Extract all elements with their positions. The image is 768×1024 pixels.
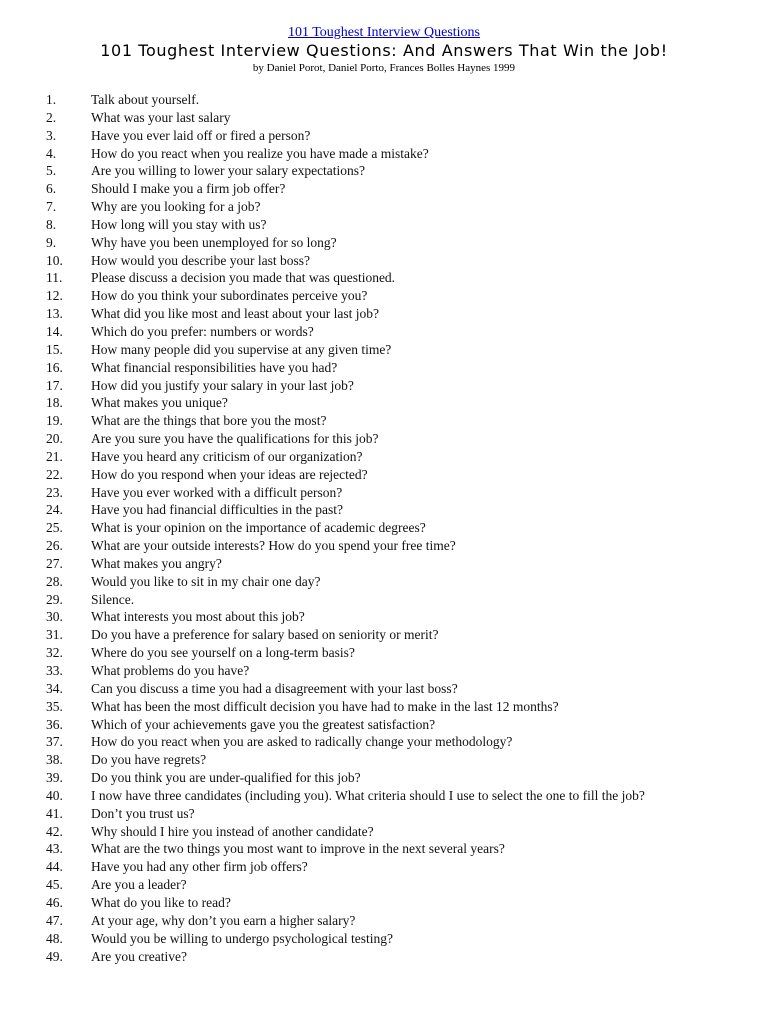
question-text: What did you like most and least about your last job?: [91, 306, 379, 322]
question-number: 36.: [46, 716, 63, 732]
title-link[interactable]: 101 Toughest Interview Questions: [287, 25, 480, 40]
question-item: [0, 394, 768, 412]
question-item: [0, 555, 768, 573]
question-number: 40.: [46, 787, 63, 803]
question-item: [0, 448, 768, 466]
question-item: [0, 805, 768, 823]
question-number: 31.: [46, 627, 63, 643]
question-number: 27.: [46, 555, 63, 571]
question-item: [0, 323, 768, 341]
question-text: Why are you looking for a job?: [91, 199, 261, 215]
question-number: 24.: [46, 502, 63, 518]
question-text: What is your opinion on the importance of academic degrees?: [91, 520, 426, 536]
question-number: 5.: [46, 163, 57, 179]
question-text: What makes you angry?: [91, 555, 222, 571]
question-item: [0, 591, 768, 609]
question-item: [0, 252, 768, 270]
question-number: 34.: [46, 680, 63, 696]
question-item: [0, 716, 768, 734]
question-list: [0, 91, 768, 965]
question-item: [0, 680, 768, 698]
question-number: 11.: [46, 270, 63, 286]
question-number: 18.: [46, 395, 63, 411]
question-number: 38.: [46, 752, 63, 768]
question-text: Do you have regrets?: [91, 752, 207, 768]
question-number: 6.: [46, 181, 57, 197]
question-text: Should I make you a firm job offer?: [91, 181, 286, 197]
question-text: Silence.: [91, 591, 135, 607]
question-number: 3.: [46, 127, 57, 143]
question-text: Don’t you trust us?: [91, 805, 195, 821]
question-number: 20.: [46, 431, 63, 447]
question-item: [0, 269, 768, 287]
question-text: Why should I hire you instead of another candidate?: [91, 823, 374, 839]
question-number: 4.: [46, 145, 57, 161]
question-number: 29.: [46, 591, 63, 607]
question-item: [0, 180, 768, 198]
question-text: Are you sure you have the qualifications for this job?: [91, 431, 379, 447]
question-number: 43.: [46, 841, 63, 857]
question-text: How long will you stay with us?: [91, 216, 267, 232]
question-item: [0, 537, 768, 555]
question-text: What makes you unique?: [91, 395, 228, 411]
question-text: Do you think you are under-qualified for this job?: [91, 770, 361, 786]
question-text: Where do you see yourself on a long-term basis?: [91, 645, 355, 661]
question-item: [0, 644, 768, 662]
question-item: [0, 769, 768, 787]
question-number: 45.: [46, 877, 63, 893]
question-item: [0, 145, 768, 163]
question-text: Talk about yourself.: [91, 92, 200, 107]
question-item: [0, 876, 768, 894]
question-text: What are the two things you most want to improve in the next several years?: [91, 841, 505, 857]
question-number: 23.: [46, 484, 63, 500]
question-item: [0, 573, 768, 591]
question-text: Can you discuss a time you had a disagreement with your last boss?: [91, 680, 458, 696]
question-item: [0, 823, 768, 841]
question-item: [0, 840, 768, 858]
question-item: [0, 412, 768, 430]
question-item: [0, 894, 768, 912]
question-text: What interests you most about this job?: [91, 609, 305, 625]
question-item: [0, 751, 768, 769]
question-text: Would you like to sit in my chair one day?: [91, 573, 321, 589]
question-text: Which of your achievements gave you the greatest satisfaction?: [91, 716, 436, 732]
question-text: Would you be willing to undergo psychological testing?: [91, 930, 393, 946]
question-item: [0, 787, 768, 805]
question-text: Please discuss a decision you made that was questioned.: [91, 270, 396, 286]
question-number: 15.: [46, 341, 63, 357]
question-text: Are you willing to lower your salary expectations?: [91, 163, 366, 179]
question-number: 42.: [46, 823, 63, 839]
question-text: Have you heard any criticism of our organization?: [91, 448, 363, 464]
question-item: [0, 626, 768, 644]
question-text: How would you describe your last boss?: [91, 252, 310, 268]
question-item: [0, 948, 768, 966]
question-number: 47.: [46, 912, 63, 928]
question-text: What financial responsibilities have you had?: [91, 359, 338, 375]
question-number: 17.: [46, 377, 63, 393]
question-number: 37.: [46, 734, 63, 750]
question-number: 30.: [46, 609, 63, 625]
question-number: 28.: [46, 573, 63, 589]
question-number: 9.: [46, 234, 57, 250]
question-item: [0, 234, 768, 252]
question-item: [0, 608, 768, 626]
question-text: What problems do you have?: [91, 663, 250, 678]
question-number: 39.: [46, 770, 63, 786]
question-number: 8.: [46, 216, 57, 232]
question-item: [0, 287, 768, 305]
question-number: 12.: [46, 288, 63, 304]
question-number: 21.: [46, 448, 63, 464]
question-item: [0, 501, 768, 519]
question-text: Are you a leader?: [91, 877, 187, 893]
question-text: What was your last salary: [91, 109, 231, 125]
question-item: [0, 305, 768, 323]
question-item: [0, 127, 768, 145]
question-text: What are your outside interests? How do you spend your free time?: [91, 538, 456, 554]
question-text: Why have you been unemployed for so long?: [91, 234, 337, 250]
question-text: How do you react when you realize you have made a mistake?: [91, 145, 429, 161]
question-number: 25.: [46, 520, 63, 536]
question-item: [0, 662, 768, 680]
question-text: What are the things that bore you the most?: [91, 413, 327, 429]
question-number: 10.: [46, 252, 63, 268]
question-item: [0, 912, 768, 930]
question-text: What has been the most difficult decision you have had to make in the last 12 months?: [91, 698, 559, 714]
question-text: Have you had financial difficulties in the past?: [91, 502, 344, 518]
page-title: 101 Toughest Interview Questions: And Answers That Win the Job!: [100, 41, 668, 60]
question-item: [0, 216, 768, 234]
question-text: How do you react when you are asked to radically change your methodology?: [91, 734, 513, 750]
question-text: What do you like to read?: [91, 894, 231, 910]
question-number: 32.: [46, 645, 63, 661]
question-text: How do you think your subordinates perceive you?: [91, 288, 368, 304]
question-number: 19.: [46, 413, 63, 429]
question-number: 13.: [46, 306, 63, 322]
question-number: 16.: [46, 359, 63, 375]
question-number: 7.: [46, 199, 57, 215]
question-item: [0, 519, 768, 537]
question-text: Have you ever worked with a difficult person?: [91, 484, 343, 500]
question-number: 41.: [46, 805, 63, 821]
question-item: [0, 430, 768, 448]
question-text: Are you creative?: [91, 948, 187, 964]
question-text: Have you ever laid off or fired a person?: [91, 127, 311, 143]
question-item: [0, 733, 768, 751]
question-text: At your age, why don’t you earn a higher salary?: [91, 912, 356, 928]
question-text: I now have three candidates (including you). What criteria should I use to select the one to fill the job?: [91, 787, 645, 803]
question-item: [0, 377, 768, 395]
question-item: [0, 341, 768, 359]
question-item: [0, 930, 768, 948]
author-byline: by Daniel Porot, Daniel Porto, Frances Bolles Haynes 1999: [252, 62, 516, 74]
question-text: Which do you prefer: numbers or words?: [91, 323, 314, 339]
question-text: Have you had any other firm job offers?: [91, 859, 308, 875]
question-item: [0, 91, 768, 109]
question-number: 44.: [46, 859, 63, 875]
question-number: 26.: [46, 538, 63, 554]
question-number: 14.: [46, 323, 63, 339]
question-text: Do you have a preference for salary based on seniority or merit?: [91, 627, 439, 643]
question-number: 46.: [46, 894, 63, 910]
question-text: How do you respond when your ideas are rejected?: [91, 466, 368, 482]
question-text: How many people did you supervise at any given time?: [91, 341, 392, 357]
question-item: [0, 466, 768, 484]
question-number: 1.: [46, 92, 57, 107]
question-number: 35.: [46, 698, 63, 714]
question-item: [0, 698, 768, 716]
question-item: [0, 858, 768, 876]
question-item: [0, 198, 768, 216]
question-number: 33.: [46, 663, 63, 678]
question-text: How did you justify your salary in your last job?: [91, 377, 354, 393]
question-number: 22.: [46, 466, 63, 482]
question-item: [0, 162, 768, 180]
question-number: 2.: [46, 109, 57, 125]
question-item: [0, 109, 768, 127]
question-item: [0, 484, 768, 502]
question-number: 48.: [46, 930, 63, 946]
question-number: 49.: [46, 948, 63, 964]
question-item: [0, 359, 768, 377]
